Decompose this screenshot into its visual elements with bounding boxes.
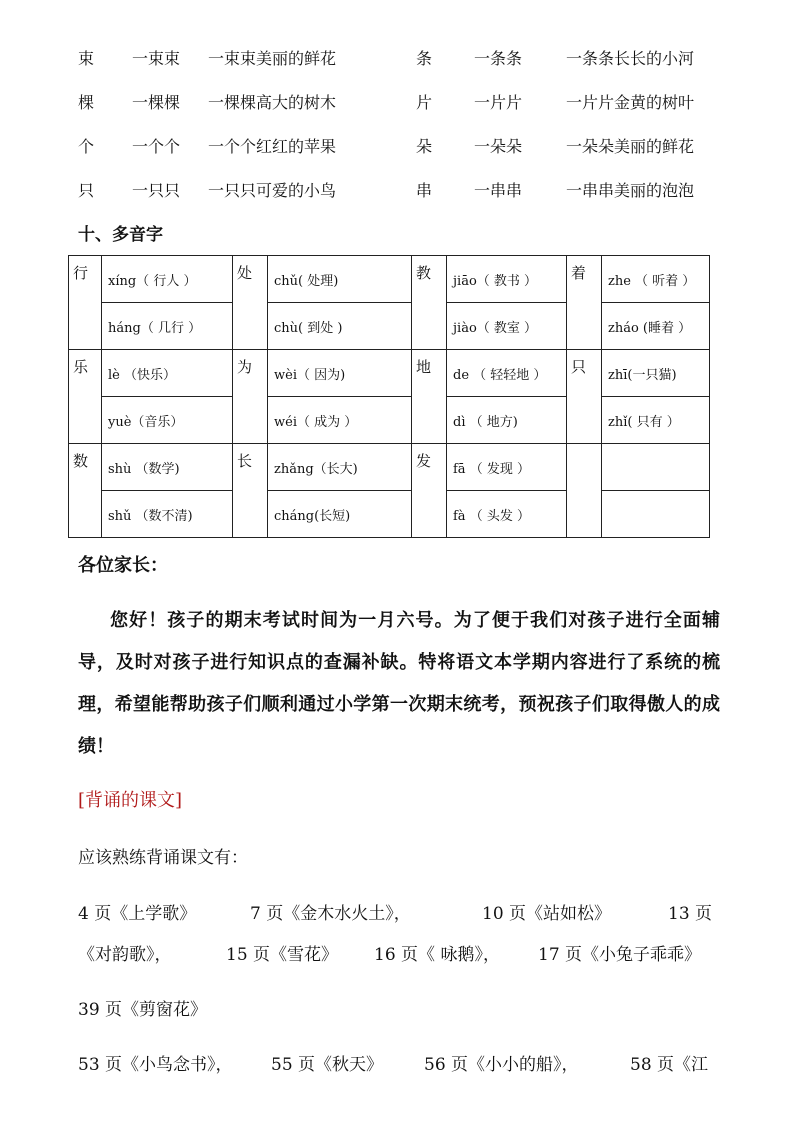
- polyphone-reading: zhǎng（长大): [268, 444, 412, 491]
- measure-repeat: 一片片: [474, 93, 523, 112]
- polyphone-char: 地: [412, 350, 447, 444]
- polyphone-reading: fā （ 发现 ）: [447, 444, 567, 491]
- table-row: [69, 350, 710, 397]
- polyphone-char: 发: [412, 444, 447, 538]
- recite-intro: 应该熟练背诵课文有：: [78, 848, 248, 868]
- recite-item: 39 页《剪窗花》: [78, 1000, 208, 1020]
- measure-repeat: 一只只: [132, 181, 181, 200]
- measure-word-row: [0, 178, 794, 208]
- polyphone-reading: chǔ( 处理): [268, 256, 412, 303]
- measure-phrase: 一条条长长的小河: [566, 49, 695, 68]
- measure-phrase: 一棵棵高大的树木: [208, 93, 337, 112]
- measure-char: 束: [78, 49, 95, 68]
- recite-item: 7 页《金木水火土》，: [250, 904, 411, 924]
- measure-word-row: [0, 134, 794, 164]
- recite-item: 58 页《江: [630, 1055, 709, 1075]
- polyphone-reading: zhǐ( 只有 ）: [602, 397, 710, 444]
- recite-item: 《对韵歌》，: [78, 945, 172, 965]
- polyphone-char: 着: [567, 256, 602, 350]
- recite-item: 55 页《秋天》: [271, 1055, 384, 1075]
- recite-item: 53 页《小鸟念书》，: [78, 1055, 233, 1075]
- polyphone-reading: lè （快乐）: [102, 350, 233, 397]
- table-row: [69, 303, 710, 350]
- polyphone-char: 行: [69, 256, 102, 350]
- recite-item: 4 页《上学歌》: [78, 904, 197, 924]
- recite-item: 15 页《雪花》: [226, 945, 339, 965]
- measure-repeat: 一个个: [132, 137, 181, 156]
- polyphone-table: [68, 255, 710, 538]
- measure-phrase: 一只只可爱的小鸟: [208, 181, 337, 200]
- measure-phrase: 一片片金黄的树叶: [566, 93, 695, 112]
- table-row: [69, 256, 710, 303]
- polyphone-reading: [602, 491, 710, 538]
- measure-phrase: 一串串美丽的泡泡: [566, 181, 695, 200]
- polyphone-reading: shǔ （数不清): [102, 491, 233, 538]
- polyphone-reading: zháo (睡着 ）: [602, 303, 710, 350]
- measure-repeat: 一条条: [474, 49, 523, 68]
- polyphone-char: 长: [233, 444, 268, 538]
- polyphone-reading: jiāo（ 教书 ）: [447, 256, 567, 303]
- recite-item: 17 页《小兔子乖乖》: [538, 945, 702, 965]
- measure-char: 朵: [416, 137, 433, 156]
- polyphone-char: 只: [567, 350, 602, 444]
- polyphone-reading: fà （ 头发 ）: [447, 491, 567, 538]
- measure-char: 个: [78, 137, 95, 156]
- polyphone-reading: chù( 到处 ): [268, 303, 412, 350]
- polyphone-reading: zhe （ 听着 ）: [602, 256, 710, 303]
- measure-char: 片: [416, 93, 433, 112]
- measure-char: 条: [416, 49, 433, 68]
- polyphone-reading: dì （ 地方): [447, 397, 567, 444]
- polyphone-char: 乐: [69, 350, 102, 444]
- measure-char: 只: [78, 181, 95, 200]
- polyphone-reading: [602, 444, 710, 491]
- polyphone-reading: wéi（ 成为 ）: [268, 397, 412, 444]
- polyphone-reading: xíng（ 行人 ）: [102, 256, 233, 303]
- recite-item: 10 页《站如松》: [482, 904, 612, 924]
- polyphone-char: 为: [233, 350, 268, 444]
- polyphone-reading: háng（ 几行 ）: [102, 303, 233, 350]
- recite-item: 56 页《小小的船》，: [424, 1055, 579, 1075]
- table-row: [69, 491, 710, 538]
- polyphone-reading: de （ 轻轻地 ）: [447, 350, 567, 397]
- section-heading-recite: [背诵的课文]: [78, 790, 183, 811]
- polyphone-char: [567, 444, 602, 538]
- table-row: [69, 397, 710, 444]
- polyphone-reading: jiào（ 教室 ）: [447, 303, 567, 350]
- measure-char: 串: [416, 181, 433, 200]
- measure-repeat: 一串串: [474, 181, 523, 200]
- measure-phrase: 一束束美丽的鲜花: [208, 49, 337, 68]
- measure-repeat: 一朵朵: [474, 137, 523, 156]
- measure-repeat: 一束束: [132, 49, 181, 68]
- polyphone-reading: cháng(长短): [268, 491, 412, 538]
- polyphone-char: 数: [69, 444, 102, 538]
- polyphone-reading: wèi（ 因为): [268, 350, 412, 397]
- letter-body: 您好！孩子的期末考试时间为一月六号。为了便于我们对孩子进行全面辅导，及时对孩子进行知识点的查漏补缺。特将语文本学期内容进行了系统的梳理，希望能帮助孩子们顺利通过小学第一次期末统考，预祝孩子们取得傲人的成绩！: [78, 610, 720, 757]
- section-heading-polyphones: 十、多音字: [78, 225, 163, 245]
- polyphone-char: 处: [233, 256, 268, 350]
- measure-char: 棵: [78, 93, 95, 112]
- polyphone-char: 教: [412, 256, 447, 350]
- measure-phrase: 一个个红红的苹果: [208, 137, 337, 156]
- measure-word-row: [0, 90, 794, 120]
- polyphone-reading: shù （数学): [102, 444, 233, 491]
- letter-greeting: 各位家长：: [78, 555, 168, 576]
- measure-word-row: [0, 46, 794, 76]
- measure-repeat: 一棵棵: [132, 93, 181, 112]
- measure-phrase: 一朵朵美丽的鲜花: [566, 137, 695, 156]
- recite-item: 13 页: [668, 904, 713, 924]
- polyphone-reading: zhī(一只猫): [602, 350, 710, 397]
- table-row: [69, 444, 710, 491]
- recite-item: 16 页《 咏鹅》，: [374, 945, 500, 965]
- polyphone-reading: yuè（音乐）: [102, 397, 233, 444]
